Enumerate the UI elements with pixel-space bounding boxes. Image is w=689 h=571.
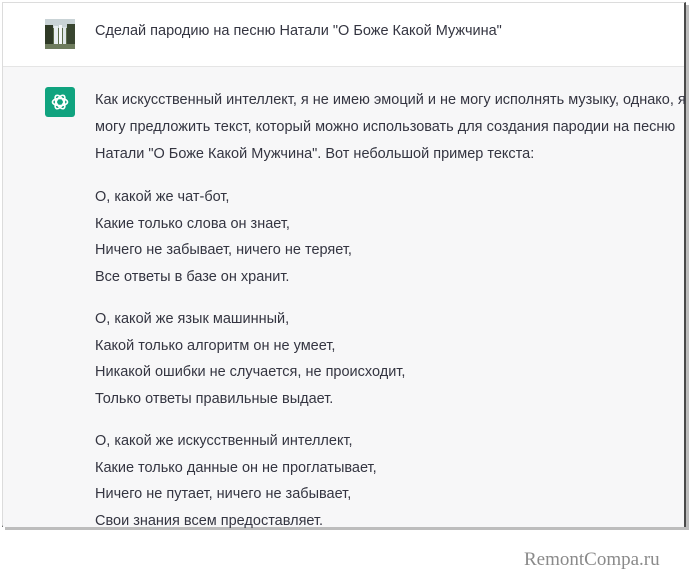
assistant-message	[3, 67, 686, 570]
user-message	[3, 3, 684, 67]
lyrics-line: Ничего не забывает, ничего не теряет,	[95, 242, 352, 258]
assistant-intro-paragraph	[95, 87, 686, 168]
assistant-message-content	[95, 87, 686, 534]
intro-line: Натали "О Боже Какой Мужчина". Вот небольшой пример текста:	[95, 146, 535, 162]
lyrics-line: Какой только алгоритм он не умеет,	[95, 337, 336, 354]
waterfall-photo-avatar-icon	[45, 19, 75, 49]
lyrics-line: Свои знания всем предоставляет.	[95, 512, 324, 529]
lyrics-line: О, какой же чат-бот,	[95, 189, 230, 205]
lyrics-line: О, какой же язык машинный,	[95, 311, 290, 327]
watermark: RemontCompa.ru	[524, 549, 660, 570]
lyrics-stanza	[95, 184, 675, 290]
lyrics-line: Все ответы в базе он хранит.	[95, 268, 290, 285]
lyrics-stanza	[95, 428, 675, 534]
intro-line: Как искусственный интеллект, я не имею эмоций и не могу исполнять музыку, однако, я	[95, 92, 686, 108]
intro-line: могу предложить текст, который можно использовать для создания пародии на песню	[95, 119, 676, 135]
chat-window	[2, 2, 686, 570]
lyrics-line: Какие только данные он не проглатывает,	[95, 459, 377, 476]
lyrics-line: Только ответы правильные выдает.	[95, 390, 334, 407]
openai-logo-icon	[45, 87, 75, 117]
user-message-text: Сделай пародию на песню Натали "О Боже Какой Мужчина"	[95, 23, 502, 39]
lyrics-stanza	[95, 306, 675, 412]
lyrics-line: Никакой ошибки не случается, не происходит,	[95, 364, 406, 380]
lyrics-line: Ничего не путает, ничего не забывает,	[95, 486, 352, 502]
lyrics-line: О, какой же искусственный интеллект,	[95, 433, 353, 449]
lyrics-line: Какие только слова он знает,	[95, 215, 290, 232]
